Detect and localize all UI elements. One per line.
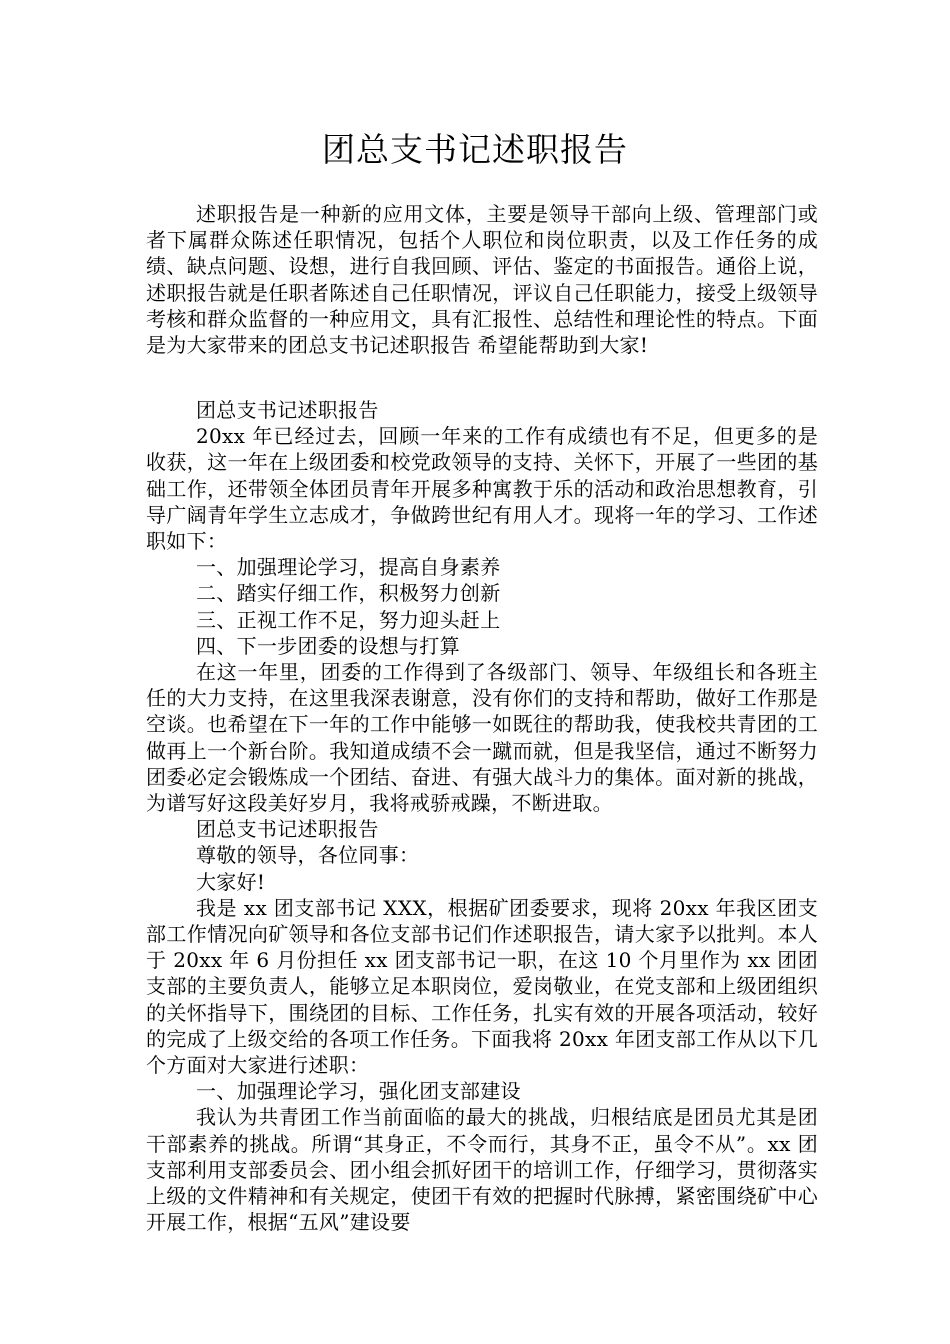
section-heading-1: 团总支书记述职报告: [196, 398, 379, 422]
section1-paragraph-2: 在这一年里，团委的工作得到了各级部门、领导、年级组长和各班主任的大力支持，在这里我深表谢意，没有你们的支持和帮助，做好工作那是空谈。也希望在下一年的工作中能够一如既往的帮助我，使我校共青团的工做再上一个新台阶。我知道成绩不会一蹴而就，但是我坚信，通过不断努力团委必定会锻炼成一个团结、奋进、有强大战斗力的集体。面对新的挑战，为谱写好这段美好岁月，我将戒骄戒躁，不断进取。: [146, 660, 818, 816]
greeting: 大家好!: [196, 869, 266, 894]
section1-item-2: 二、踏实仔细工作，积极努力创新: [196, 581, 501, 606]
main-body: [146, 397, 818, 1236]
section-heading-2: 团总支书记述职报告: [196, 817, 379, 842]
document-title: 团总支书记述职报告: [322, 130, 628, 169]
salutation: 尊敬的领导，各位同事：: [196, 843, 420, 868]
intro-paragraph: 述职报告是一种新的应用文体，主要是领导干部向上级、管理部门或者下属群众陈述任职情况，包括个人职位和岗位职责，以及工作任务的成绩、缺点问题、设想，进行自我回顾、评估、鉴定的书面报告。通俗上说，述职报告就是任职者陈述自己任职情况，评议自己任职能力，接受上级领导考核和群众监督的一种应用文，具有汇报性、总结性和理论性的特点。下面是为大家带来的团总支书记述职报告 希望能帮助到大家!: [146, 202, 818, 358]
section1-item-4: 四、下一步团委的设想与打算: [196, 633, 460, 658]
intro-block: [146, 201, 818, 358]
section2-paragraph-1: 我是 xx 团支部书记 XXX，根据矿团委要求，现将 20xx 年我区团支部工作情况向矿领导和各位支部书记们作述职报告，请大家予以批判。本人于 20xx 年 6 月份担任 xx 团支部书记一职，在这 10 个月里作为 xx 团团支部的主要负责人，能够立足本职岗位，爱岗敬业，在党支部和上级团组织的关怀指导下，围绕团的目标、工作任务，扎实有效的开展各项活动，较好的完成了上级交给的各项工作任务。下面我将 20xx 年团支部工作从以下几个方面对大家进行述职：: [146, 895, 818, 1078]
section2-paragraph-2: 我认为共青团工作当前面临的最大的挑战，归根结底是团员尤其是团干部素养的挑战。所谓“其身正，不令而行，其身不正，虽令不从”。xx 团支部利用支部委员会、团小组会抓好团干的培训工作，仔细学习，贯彻落实上级的文件精神和有关规定，使团干有效的把握时代脉搏，紧密围绕矿中心开展工作，根据“五风”建设要: [146, 1105, 818, 1235]
section1-paragraph-1: 20xx 年已经过去，回顾一年来的工作有成绩也有不足，但更多的是收获，这一年在上级团委和校党政领导的支持、关怀下，开展了一些团的基础工作，还带领全体团员青年开展多种寓教于乐的活动和政治思想教育，引导广阔青年学生立志成才，争做跨世纪有用人才。现将一年的学习、工作述职如下：: [146, 424, 818, 554]
section1-item-1: 一、加强理论学习，提高自身素养: [196, 555, 501, 580]
section2-item-1: 一、加强理论学习，强化团支部建设: [196, 1079, 521, 1104]
section1-item-3: 三、正视工作不足，努力迎头赶上: [196, 607, 501, 632]
